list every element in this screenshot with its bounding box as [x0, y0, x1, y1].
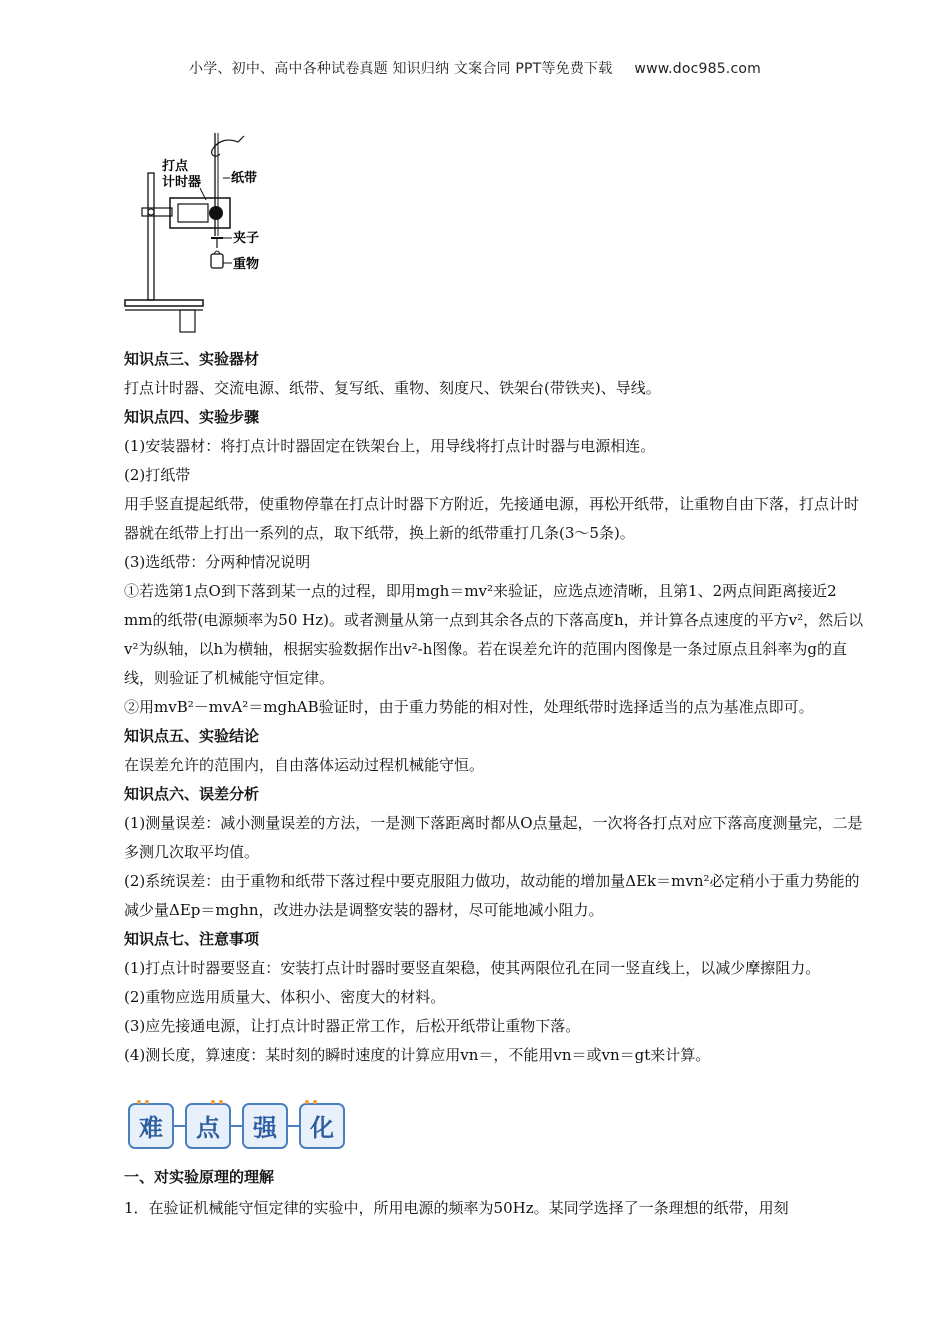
section-4-case-2: ②用mvB²－mvA²＝mghAB验证时，由于重力势能的相对性，处理纸带时选择适当的点为基准点即可。: [124, 698, 814, 716]
section-4-case-1: ①若选第1点O到下落到某一点的过程，即用mgh＝mv²来验证，应选点迹清晰，且第1、2两点间距离接近2 mm的纸带(电源频率为50 Hz)。或者测量从第一点到其余各点的下落高度h，并计算各点速度的平方v²，然后以v²为纵轴，以h为横轴，根据实验数据作出v²-h图像。若在误差允许的范围内图像是一条过原点且斜率为g的直线，则验证了机械能守恒定律。: [124, 582, 864, 687]
label-weight: 重物: [233, 257, 260, 272]
section-3-title: 知识点三、实验器材: [124, 350, 260, 368]
section-7-item-4: (4)测长度，算速度：某时刻的瞬时速度的计算应用vn＝，不能用vn＝或vn＝gt来计算。: [124, 1046, 711, 1064]
label-timer-1: 打点: [162, 159, 189, 174]
section-5-text: 在误差允许的范围内，自由落体运动过程机械能守恒。: [124, 756, 485, 774]
stand-base: [125, 300, 203, 306]
section-7-item-1: (1)打点计时器要竖直：安装打点计时器时要竖直架稳，使其两限位孔在同一竖直线上，以减少摩擦阻力。: [124, 959, 821, 977]
section-6-item-1: (1)测量误差：减小测量误差的方法，一是测下落距离时都从O点量起，一次将各打点对应下落高度测量完，二是多测几次取平均值。: [124, 814, 863, 861]
header-url: www.doc985.com: [634, 61, 761, 77]
header-text: 小学、初中、高中各种试卷真题 知识归纳 文案合同 PPT等免费下载: [189, 61, 613, 77]
section-4-step-3: (3)选纸带：分两种情况说明: [124, 553, 311, 571]
stand-pole: [148, 173, 154, 300]
banner-char-1: 难: [139, 1114, 163, 1142]
label-clip: 夹子: [233, 231, 260, 246]
page-header: [0, 58, 950, 78]
section-6-title: 知识点六、误差分析: [124, 785, 260, 803]
timer-disc: [209, 206, 223, 220]
difficulty-banner: [127, 1098, 357, 1154]
main-content: [124, 345, 864, 1070]
banner-char-2: 点: [196, 1114, 220, 1142]
section-4-step-2-text: 用手竖直提起纸带，使重物停靠在打点计时器下方附近，先接通电源，再松开纸带，让重物自由下落，打点计时器就在纸带上打出一系列的点，取下纸带，换上新的纸带重打几条(3～5条)。: [124, 495, 860, 542]
label-tape: 纸带: [231, 171, 258, 186]
section-4-title: 知识点四、实验步骤: [124, 408, 260, 426]
apparatus-figure: [120, 128, 280, 338]
section-6-item-2: (2)系统误差：由于重物和纸带下落过程中要克服阻力做功，故动能的增加量ΔEk＝mvn²必定稍小于重力势能的减少量ΔEp＝mghn，改进办法是调整安装的器材，尽可能地减小阻力。: [124, 872, 860, 919]
banner-box-3: [243, 1104, 287, 1148]
section-4-step-1: (1)安装器材：将打点计时器固定在铁架台上，用导线将打点计时器与电源相连。: [124, 437, 656, 455]
banner-box-4: [300, 1100, 344, 1148]
section-7-title: 知识点七、注意事项: [124, 930, 260, 948]
section-7-item-3: (3)应先接通电源，让打点计时器正常工作，后松开纸带让重物下落。: [124, 1017, 581, 1035]
question-section-title: 一、对实验原理的理解: [124, 1168, 275, 1186]
banner-box-1: [129, 1100, 173, 1148]
section-4-step-2: (2)打纸带: [124, 466, 191, 484]
banner-box-2: [186, 1100, 230, 1148]
section-5-title: 知识点五、实验结论: [124, 727, 260, 745]
weight: [211, 254, 223, 268]
section-7-item-2: (2)重物应选用质量大、体积小、密度大的材料。: [124, 988, 446, 1006]
label-timer-2: 计时器: [162, 175, 202, 190]
section-3-text: 打点计时器、交流电源、纸带、复写纸、重物、刻度尺、铁架台(带铁夹)、导线。: [124, 379, 661, 397]
question-1-text: 1．在验证机械能守恒定律的实验中，所用电源的频率为50Hz。某同学选择了一条理想的纸带，用刻: [124, 1199, 789, 1217]
banner-char-4: 化: [310, 1114, 334, 1142]
banner-char-3: 强: [253, 1114, 277, 1142]
